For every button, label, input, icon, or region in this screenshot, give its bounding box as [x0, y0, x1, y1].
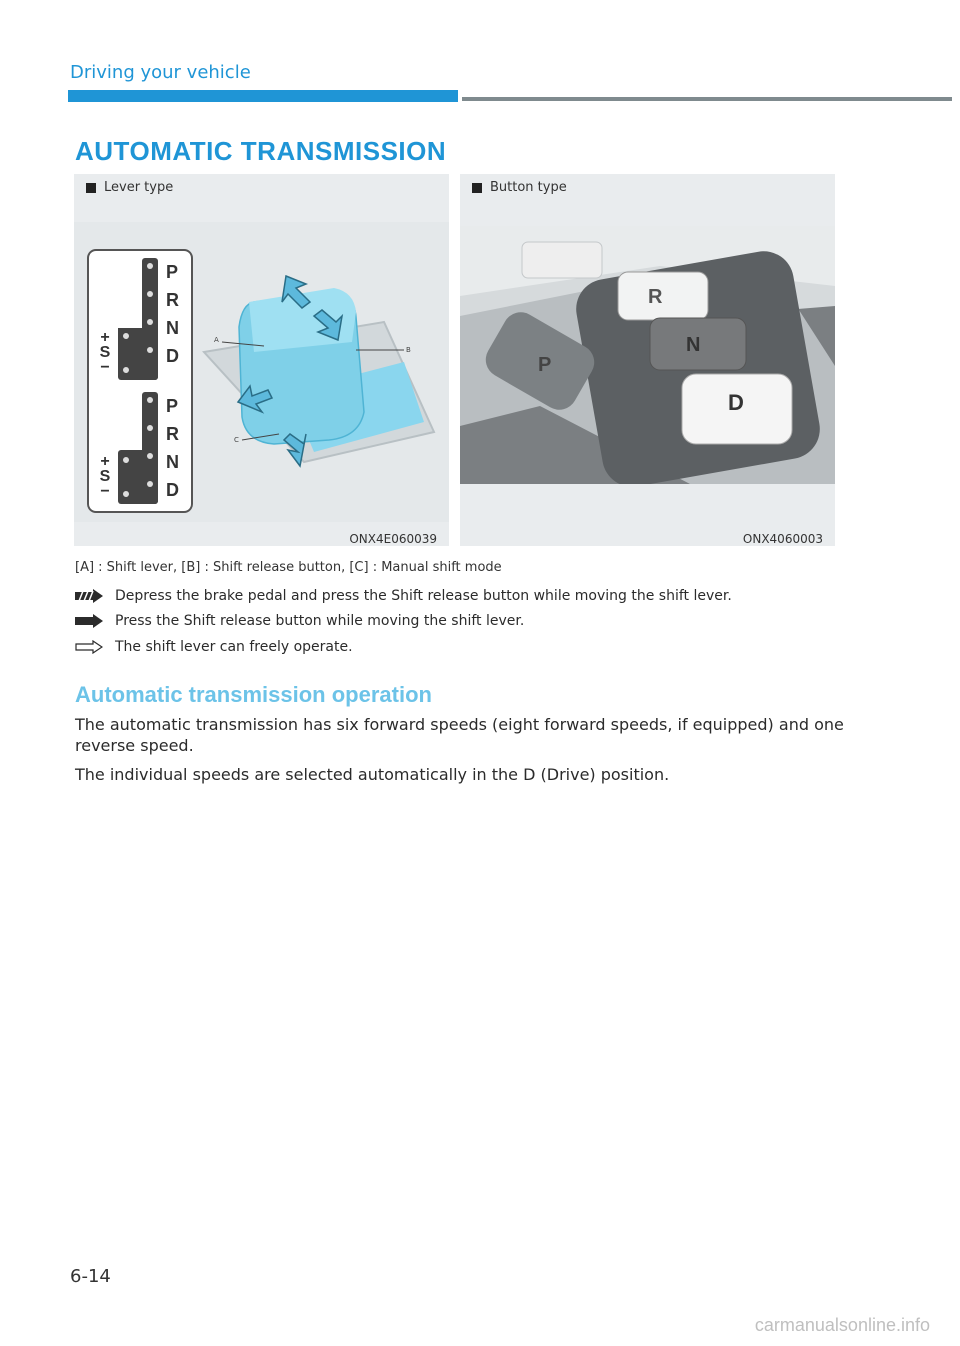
figure-code: ONX4060003 [742, 532, 823, 546]
paragraph: The automatic transmission has six forward speeds (eight forward speeds, if equipped) and one reverse speed. [75, 715, 844, 755]
figure-legend: [A] : Shift lever, [B] : Shift release button, [C] : Manual shift mode [75, 560, 502, 575]
button-d: D [728, 390, 744, 415]
shift-lever-illustration [74, 222, 449, 522]
gate-label-r: R [166, 290, 179, 310]
gate-label-d: D [166, 346, 179, 366]
arrow-legend-text: The shift lever can freely operate. [115, 639, 353, 655]
arrow-legend-row [75, 611, 524, 631]
lever-type-figure [74, 174, 449, 546]
button-r: R [648, 286, 663, 308]
button-type-figure [460, 174, 835, 546]
gate-label-p: P [166, 262, 179, 282]
sport-minus: − [100, 483, 110, 500]
arrow-legend-text: Depress the brake pedal and press the Shift release button while moving the shift lever. [115, 588, 732, 604]
callout-c: C [234, 436, 239, 444]
page-title: AUTOMATIC TRANSMISSION [75, 136, 447, 166]
gate-labels-bottom [166, 392, 186, 504]
section-title: Driving your vehicle [70, 62, 251, 83]
page-number: 6-14 [70, 1266, 111, 1287]
arrow-legend-row [75, 637, 353, 657]
figure-caption-text: Lever type [104, 180, 174, 195]
shift-button-illustration [460, 226, 835, 484]
gate-label-r: R [166, 424, 179, 444]
arrow-legend-text: Press the Shift release button while moving the shift lever. [115, 613, 525, 629]
bullet-square-icon [472, 183, 482, 193]
section-heading: Automatic transmission operation [75, 682, 432, 707]
gate-label-p: P [166, 396, 179, 416]
sport-plus: + [100, 453, 110, 470]
solid-arrow-icon [75, 614, 103, 628]
button-p: P [538, 354, 552, 376]
bullet-square-icon [86, 183, 96, 193]
sport-s: S [99, 468, 111, 485]
sport-plus: + [100, 329, 110, 346]
button-n: N [686, 334, 701, 356]
callout-b: B [406, 346, 411, 354]
striped-arrow-icon [75, 589, 103, 603]
figure-caption [472, 180, 567, 195]
sport-mode-labels-top [96, 330, 114, 375]
gate-labels-top [166, 258, 186, 370]
callout-a: A [214, 336, 219, 344]
sport-minus: − [100, 359, 110, 376]
figure-code: ONX4E060039 [349, 532, 437, 546]
gate-label-n: N [166, 318, 179, 338]
figure-caption-text: Button type [490, 180, 567, 195]
gate-label-n: N [166, 452, 179, 472]
paragraph: The individual speeds are selected automatically in the D (Drive) position. [75, 765, 670, 784]
header-divider [462, 97, 952, 101]
gate-label-d: D [166, 480, 179, 500]
figure-caption [86, 180, 173, 195]
sport-mode-labels-bottom [96, 454, 114, 499]
outline-arrow-icon [75, 640, 103, 654]
header-accent-bar [68, 90, 458, 102]
sport-s: S [99, 344, 111, 361]
arrow-legend-row [75, 586, 732, 606]
watermark: carmanualsonline.info [754, 1315, 930, 1335]
